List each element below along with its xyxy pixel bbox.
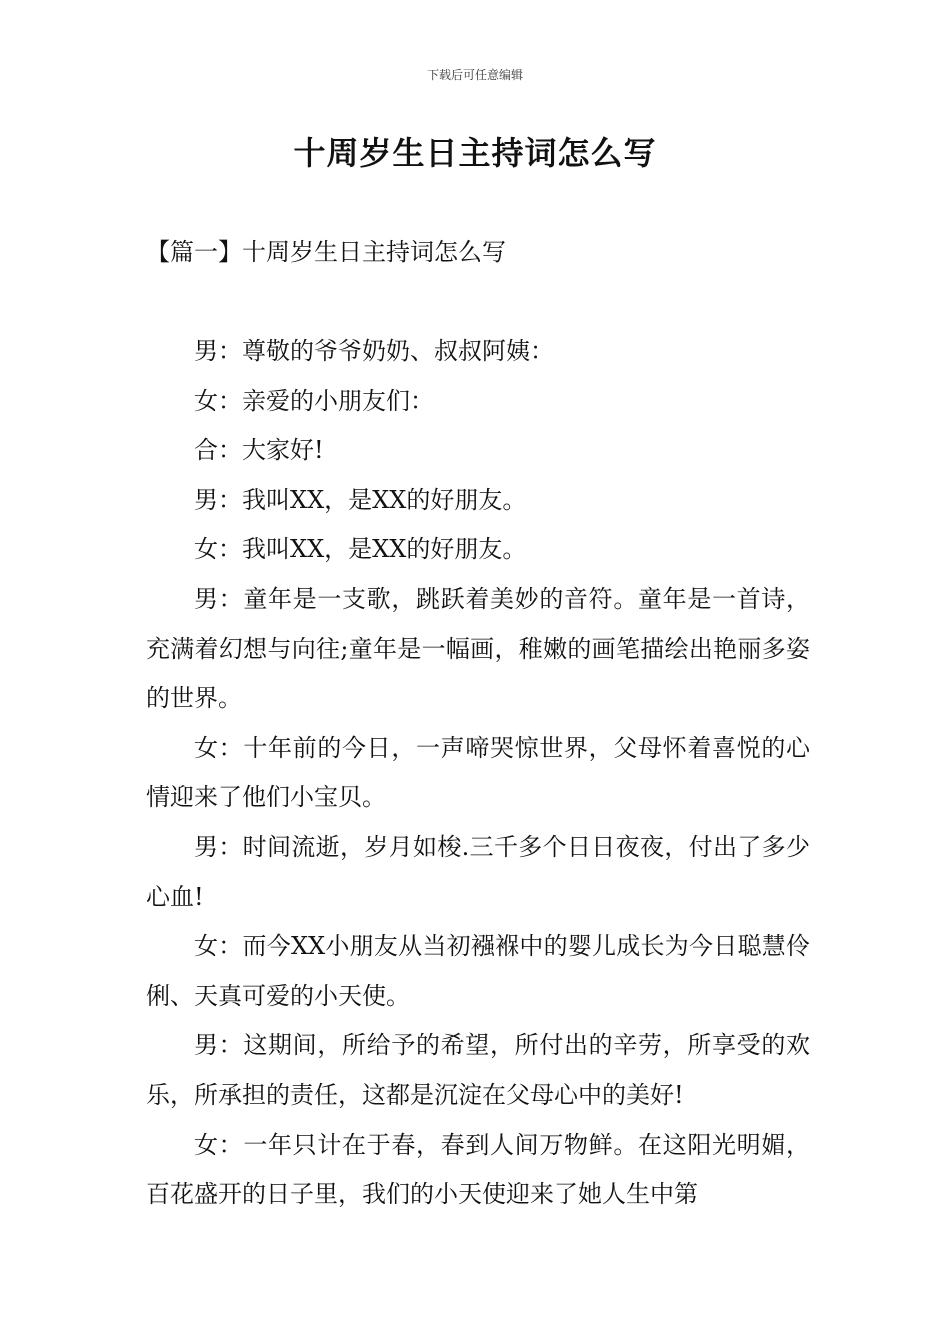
page-title: 十周岁生日主持词怎么写 xyxy=(293,134,657,172)
paragraph: 女：而今XX小朋友从当初襁褓中的婴儿成长为今日聪慧伶俐、天真可爱的小天使。 xyxy=(146,932,810,1010)
paragraph: 合：大家好! xyxy=(194,436,324,465)
paragraph: 女：亲爱的小朋友们： xyxy=(194,386,434,415)
paragraph: 男：时间流逝，岁月如梭.三千多个日日夜夜，付出了多少心血! xyxy=(146,832,810,911)
body-text xyxy=(146,327,810,1220)
paragraph: 女：我叫XX，是XX的好朋友。 xyxy=(194,535,527,564)
header-note: 下载后可任意编辑 xyxy=(426,68,523,82)
paragraph: 女：十年前的今日，一声啼哭惊世界，父母怀着喜悦的心情迎来了他们小宝贝。 xyxy=(146,733,810,812)
section-heading: 【篇一】十周岁生日主持词怎么写 xyxy=(146,238,506,266)
paragraph: 女：一年只计在于春，春到人间万物鲜。在这阳光明媚，百花盛开的日子里，我们的小天使迎来了她人生中第 xyxy=(146,1130,810,1209)
paragraph: 男：这期间，所给予的希望，所付出的辛劳，所享受的欢乐，所承担的责任，这都是沉淀在父母心中的美好! xyxy=(146,1031,810,1109)
paragraph: 男：童年是一支歌，跳跃着美妙的音符。童年是一首诗，充满着幻想与向往;童年是一幅画，稚嫩的画笔描绘出艳丽多姿的世界。 xyxy=(146,584,810,713)
paragraph: 男：我叫XX，是XX的好朋友。 xyxy=(194,485,527,514)
paragraph: 男：尊敬的爷爷奶奶、叔叔阿姨： xyxy=(194,337,554,365)
